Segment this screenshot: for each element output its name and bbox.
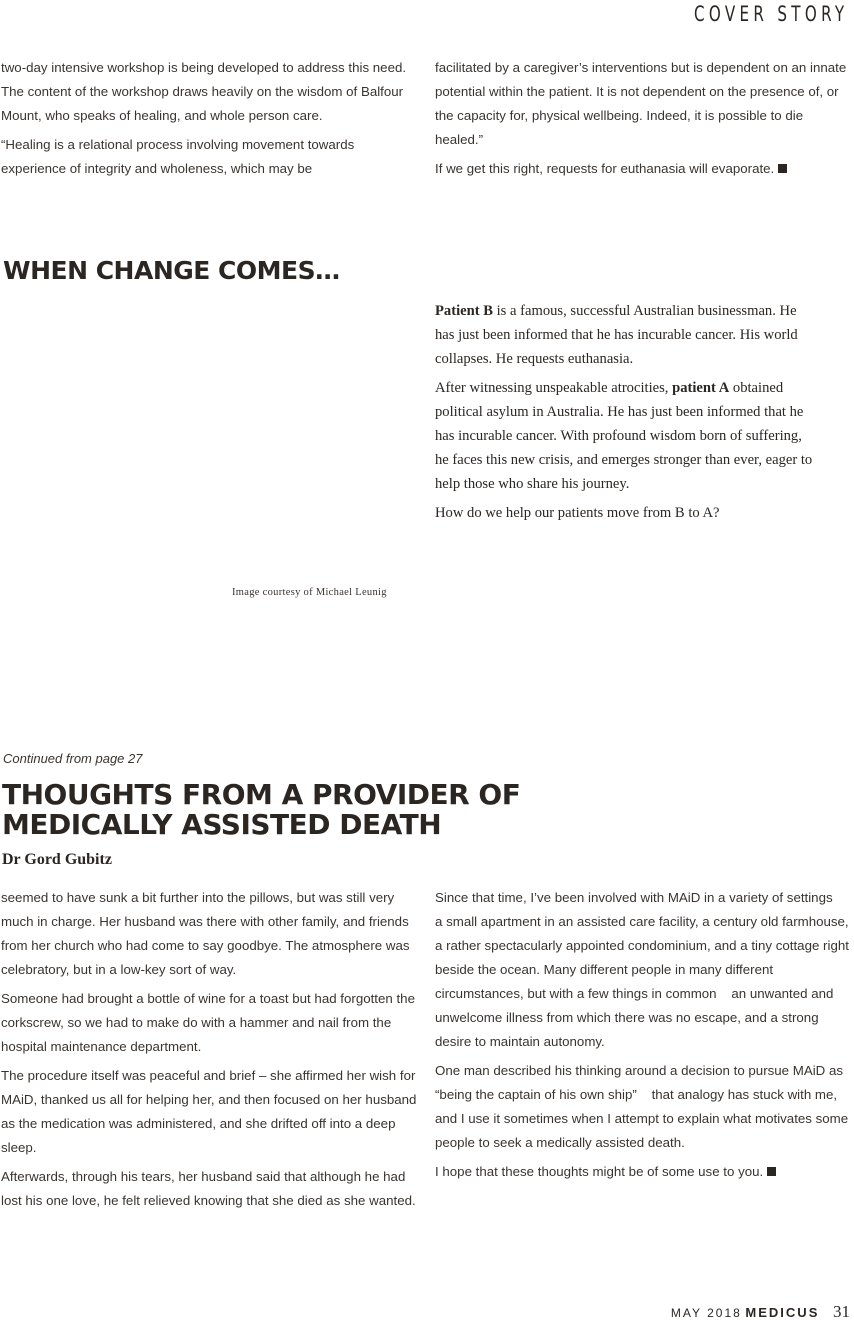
sidebar-paragraph — [435, 376, 815, 496]
article-paragraph: Afterwards, through his tears, her husband said that although he had lost his one love, he felt relieved knowing that she died as she wanted. — [1, 1169, 416, 1208]
sidebar-paragraph-text: obtained political asylum in Australia. He has just been informed that he has incurable cancer. With profound wisdom born of suffering, he faces this new crisis, and emerges stronger than ever, eager to help those who share his journey. — [435, 380, 813, 492]
page-footer — [671, 1302, 850, 1322]
article-paragraph: The procedure itself was peaceful and brief – she affirmed her wish for MAiD, thanked us all for helping her, and then focused on her husband as the medication was administered, and she drifted off into a deep sleep. — [1, 1068, 417, 1155]
sidebar-title: WHEN CHANGE COMES… — [3, 256, 340, 285]
end-of-article-mark — [778, 164, 787, 173]
issue-date: MAY 2018 — [670, 1306, 742, 1320]
section-label: COVER STORY — [693, 2, 848, 26]
magazine-name: MEDICUS — [745, 1305, 820, 1320]
intro-right-paragraph — [435, 157, 853, 181]
intro-right-paragraph-text: If we get this right, requests for euthanasia will evaporate. — [435, 161, 775, 176]
patient-b-label: Patient B — [435, 303, 493, 319]
sidebar-paragraph — [435, 299, 815, 371]
article-paragraph: Someone had brought a bottle of wine for a toast but had forgotten the corkscrew, so we had to make do with a hammer and nail from the hospital maintenance department. — [1, 991, 415, 1054]
article-left-column — [1, 886, 419, 1218]
sidebar-paragraph-text: is a famous, successful Australian businessman. He has just been informed that he has incurable cancer. His world collapses. He requests euthanasia. — [435, 303, 798, 367]
sidebar-body — [435, 299, 815, 530]
intro-left-column — [1, 56, 419, 186]
byline: Dr Gord Gubitz — [2, 851, 112, 868]
article-paragraph: Since that time, I’ve been involved with MAiD in a variety of settings a small apartment in an assisted care facility, a century old farmhouse, a rather spectacularly appointed condominium, and a tiny cottage right beside the ocean. Many different people in many different circumstances, but with a few things in common an unwanted and unwelcome illness from which there was no escape, and a strong desire to maintain autonomy. — [435, 890, 853, 1049]
patient-a-label: patient A — [672, 380, 730, 396]
sidebar-paragraph-text: After witnessing unspeakable atrocities, — [435, 380, 673, 396]
article-paragraph-text: I hope that these thoughts might be of some use to you. — [435, 1164, 764, 1179]
cartoon-image — [0, 298, 410, 584]
article-title-line: MEDICALLY ASSISTED DEATH — [2, 808, 442, 841]
sidebar-paragraph: How do we help our patients move from B to A? — [435, 505, 720, 521]
article-title-line: THOUGHTS FROM A PROVIDER OF — [2, 778, 521, 811]
continued-note: Continued from page 27 — [3, 751, 143, 766]
article-paragraph: One man described his thinking around a decision to pursue MAiD as “being the captain of his own ship” that analogy has stuck with me, and I use it sometimes when I attempt to explain what motivates some people to seek a medically assisted death. — [435, 1063, 852, 1150]
intro-left-paragraph: “Healing is a relational process involving movement towards experience of integrity and wholeness, which may be — [1, 137, 355, 176]
article-title — [2, 780, 520, 840]
image-caption: Image courtesy of Michael Leunig — [232, 587, 387, 598]
end-of-article-mark — [767, 1167, 776, 1176]
article-paragraph: seemed to have sunk a bit further into the pillows, but was still very much in charge. Her husband was there with other family, and friends from her church who had come to say goodbye. The atmosphere was celebratory, but in a low-key sort of way. — [1, 890, 410, 977]
intro-right-paragraph: facilitated by a caregiver’s interventions but is dependent on an innate potential within the patient. It is not dependent on the presence of, or the capacity for, physical wellbeing. Indeed, it is possible to die healed.” — [435, 60, 847, 147]
article-right-column — [435, 886, 851, 1189]
page-number: 31 — [833, 1302, 850, 1321]
intro-right-column — [435, 56, 853, 186]
intro-left-paragraph: two-day intensive workshop is being developed to address this need. The content of the workshop draws heavily on the wisdom of Balfour Mount, who speaks of healing, and whole person care. — [1, 60, 407, 123]
article-paragraph — [435, 1160, 851, 1184]
